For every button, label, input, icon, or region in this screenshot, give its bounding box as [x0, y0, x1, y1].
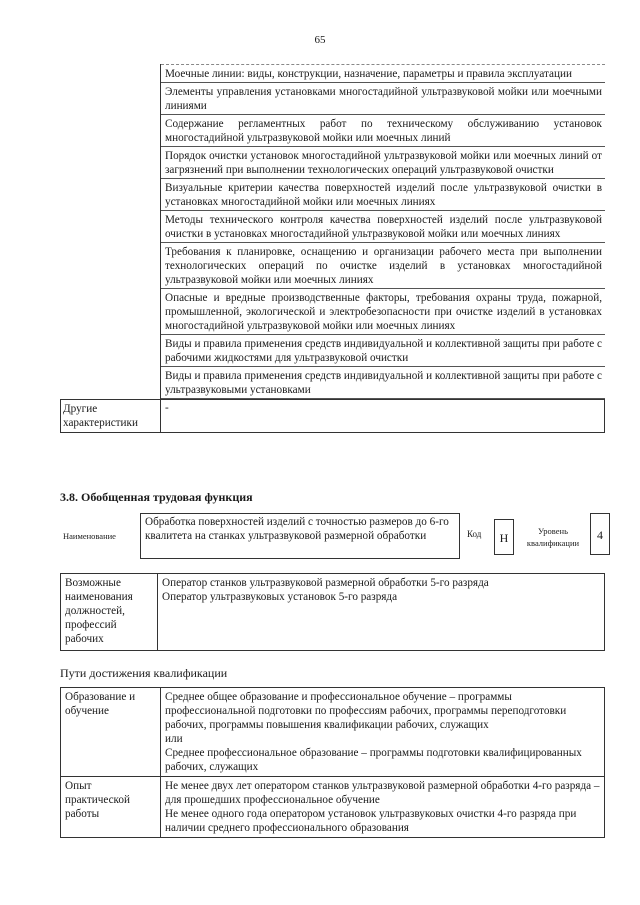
other-characteristics-value: -	[165, 402, 169, 414]
knowledge-item: Моечные линии: виды, конструкции, назначение, параметры и правила эксплуатации	[161, 64, 605, 83]
section-heading: 3.8. Обобщенная трудовая функция	[60, 490, 253, 504]
knowledge-item: Элементы управления установками многостадийной ультразвуковой мойки или моечными линиями	[161, 83, 605, 115]
knowledge-table	[60, 64, 605, 433]
qualification-table	[60, 687, 605, 838]
experience-line: Не менее одного года оператором установок ультразвуковых очистки 4-го разряда при наличии среднего профессионального образования	[165, 808, 577, 834]
education-values	[161, 688, 604, 776]
education-line: Среднее общее образование и профессиональное обучение – программы профессиональной подготовки по профессиям рабочих, программы переподготовки рабочих, программы повышения квалификации рабочих, служащих	[165, 691, 567, 731]
level-label: Уровень квалификации	[526, 526, 580, 548]
experience-values	[161, 777, 604, 837]
knowledge-item: Виды и правила применения средств индивидуальной и коллективной защиты при работе с ультразвуковыми установками	[161, 367, 605, 399]
positions-values	[158, 574, 604, 650]
knowledge-item: Виды и правила применения средств индивидуальной и коллективной защиты при работе с рабочими жидкостями для ультразвуковой очистки	[161, 335, 605, 367]
name-label: Наименование	[63, 531, 116, 541]
knowledge-item: Визуальные критерии качества поверхностей изделий после ультразвуковой очистки в установках многостадийной мойки или моечных линиях	[161, 179, 605, 211]
education-label: Образование и обучение	[61, 688, 161, 776]
positions-label: Возможные наименования должностей, профессий рабочих	[61, 574, 158, 650]
table-row	[60, 289, 605, 335]
experience-line: Не менее двух лет оператором станков ультразвуковой размерной обработки 4-го разряда – для прошедших профессиональное обучение	[165, 780, 600, 806]
other-characteristics-row	[60, 399, 605, 433]
table-row	[61, 776, 604, 837]
table-row	[60, 64, 605, 83]
knowledge-item: Содержание регламентных работ по техническому обслуживанию установок многостадийной ультразвуковой мойки или моечных линий	[161, 115, 605, 147]
knowledge-item: Методы технического контроля качества поверхностей изделий после ультразвуковой очистки в установках многостадийной ультразвуковой мойки или моечных линиях	[161, 211, 605, 243]
code-label: Код	[467, 529, 482, 539]
table-row	[60, 115, 605, 147]
knowledge-item: Опасные и вредные производственные факторы, требования охраны труда, пожарной, промышленной, экологической и электробезопасности при очистке изделий в установках многостадийной ультразвуковой мойки или моечных линиях	[161, 289, 605, 335]
experience-label: Опыт практической работы	[61, 777, 161, 837]
education-line: Среднее профессиональное образование – программы подготовки квалифицированных рабочих, служащих	[165, 747, 582, 773]
table-row	[60, 211, 605, 243]
position-item: Оператор ультразвуковых установок 5-го разряда	[162, 591, 398, 603]
table-row	[60, 335, 605, 367]
other-characteristics-label: Другие характеристики	[61, 400, 161, 432]
table-row	[60, 367, 605, 399]
table-row	[60, 243, 605, 289]
table-row	[60, 147, 605, 179]
table-row	[61, 688, 604, 776]
education-line: или	[165, 733, 183, 745]
qualification-heading: Пути достижения квалификации	[60, 666, 228, 680]
knowledge-item: Порядок очистки установок многостадийной ультразвуковой мойки или моечных линий от загрязнений при выполнении технологических операций ультразвуковой очистки	[161, 147, 605, 179]
knowledge-item: Требования к планировке, оснащению и организации рабочего места при выполнении технологических операций по очистке изделий в установках многостадийной ультразвуковой мойки или моечных линиях	[161, 243, 605, 289]
level-box: 4	[590, 513, 610, 555]
table-row	[60, 83, 605, 115]
function-name-box: Обработка поверхностей изделий с точностью размеров до 6-го квалитета на станках ультразвуковой размерной обработки	[140, 513, 460, 559]
table-row	[60, 179, 605, 211]
code-box: H	[494, 519, 514, 555]
page-number: 65	[314, 34, 326, 46]
position-item: Оператор станков ультразвуковой размерной обработки 5-го разряда	[162, 577, 489, 589]
positions-table	[60, 573, 605, 651]
